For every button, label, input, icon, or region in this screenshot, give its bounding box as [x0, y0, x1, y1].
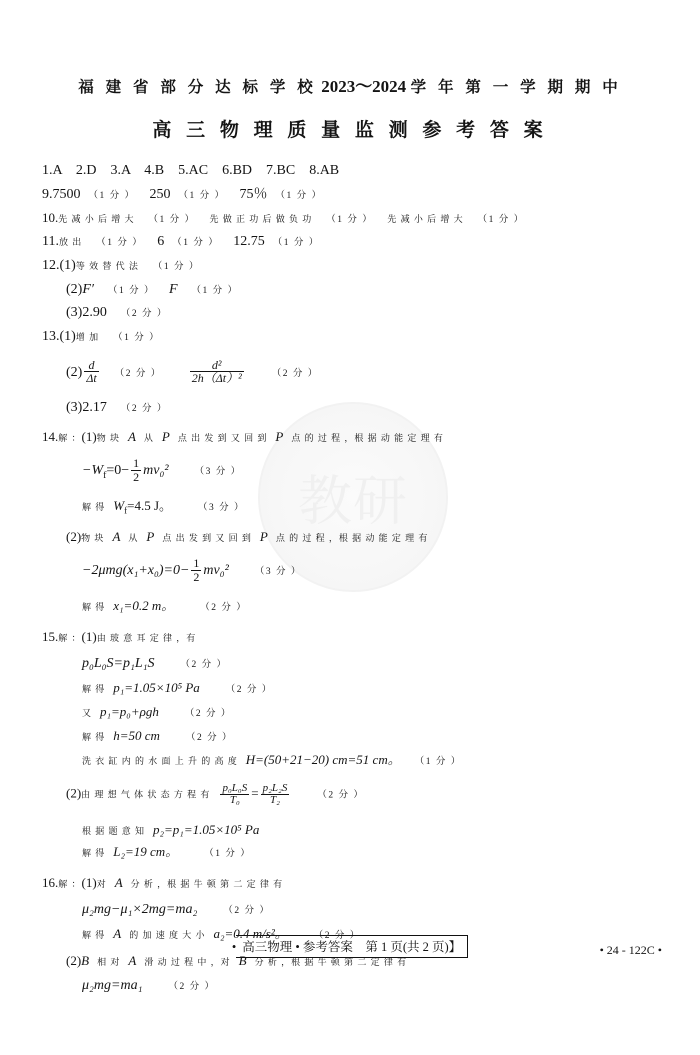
q11-value-3: 12.75	[233, 234, 265, 250]
q15-eq3: p₁=p₀+ρgh	[100, 703, 159, 719]
q15-fraction-2	[261, 783, 290, 807]
q10-number: 10.	[42, 210, 59, 226]
q14-eq2-rhs: mv₀²	[203, 563, 229, 579]
q11-value-2: 6	[157, 234, 165, 250]
answer-item-9	[42, 188, 660, 203]
q14-text-7: 点 出 发 到 又 回 到	[162, 532, 252, 543]
answer-item-13	[42, 330, 660, 345]
q11-points-2: （1 分 ）	[172, 238, 220, 249]
q14-result-val-1: =4.5 J。	[127, 498, 173, 514]
q14-eq1-frac-top: 1	[133, 456, 140, 471]
q13-points-2: （2 分 ）	[114, 368, 162, 379]
q13-sub-3: (3)	[66, 399, 83, 415]
q16-text-2: 分 析 ，根 据 牛 顿 第 二 定 律 有	[130, 879, 284, 890]
q14-body-A2: A	[112, 528, 121, 544]
q14-result-val-2: x₁=0.2 m。	[113, 598, 175, 614]
q16-eq1: μ₂mg−μ₁×2mg=ma₂	[82, 901, 198, 917]
q11-points-1: （1 分 ）	[96, 238, 144, 249]
q13-sub-2: (2)	[66, 364, 83, 380]
q16-text-3: 的 加 速 度 大 小	[129, 929, 206, 940]
q15-jiede-1: 解 得	[82, 683, 106, 694]
q16-body-B2: B	[238, 952, 247, 968]
q14-eq1-fraction	[131, 457, 141, 483]
q14-text-3: 点 出 发 到 又 回 到	[177, 432, 268, 443]
q14-eq1-lhs: −W	[82, 463, 104, 479]
page-content	[0, 72, 700, 994]
q16-text-5: 滑 动 过 程 中 ，对	[144, 956, 231, 967]
q10-points-1: （1 分 ）	[148, 215, 196, 226]
q16-points-1: （2 分 ）	[223, 905, 271, 916]
q14-text-6: 从	[128, 532, 139, 543]
q15-number: 15.	[42, 629, 59, 645]
q15-f2-bot: T₂	[269, 794, 280, 807]
q15-eq7: L₂=19 cm。	[113, 844, 179, 860]
q12-points-4: （2 分 ）	[120, 309, 168, 320]
q15-f2-top: p₂L₂S	[262, 781, 288, 794]
q14-body-P2: P	[275, 428, 284, 444]
page-title-line1	[0, 72, 700, 97]
answer-item-12-3	[66, 306, 660, 321]
q15-text-1: 由 玻 意 耳 定 律 ，有	[96, 633, 197, 644]
q15-points-1: （2 分 ）	[180, 660, 228, 671]
page-footer	[0, 935, 700, 958]
q14-points-3: （3 分 ）	[254, 567, 302, 578]
answers-body	[42, 164, 660, 994]
q16-eq3: μ₂mg=ma₁	[82, 978, 143, 994]
footer-dot-left: •	[231, 939, 237, 954]
q15-points-4: （2 分 ）	[185, 732, 233, 743]
q12-sub-1: (1)	[59, 258, 76, 274]
objective-answers: 1.A 2.D 3.A 4.B 5.AC 6.BD 7.BC 8.AB	[42, 163, 340, 178]
q13-fraction-2	[190, 359, 244, 385]
page-title-line2: 高 三 物 理 质 量 监 测 参 考 答 案	[152, 120, 548, 141]
q15-equation-3	[82, 705, 660, 720]
q15-sub-1: (1)	[81, 629, 97, 645]
q11-points-3: （1 分 ）	[272, 238, 320, 249]
q10-points-2: （1 分 ）	[326, 215, 374, 226]
q12-formula-2: F	[168, 281, 178, 297]
q15-condition	[82, 823, 660, 837]
q12-text-1: 等 效 替 代 法	[75, 261, 139, 272]
q14-body-P3: P	[146, 528, 155, 544]
title-suffix: 学 年 第 一 学 期 期 中	[410, 79, 622, 96]
q13-sub-1: (1)	[59, 329, 76, 345]
answer-item-14-2	[66, 530, 660, 544]
q16-body-A1: A	[114, 875, 123, 891]
q15-eq5: H=(50+21−20) cm=51 cm。	[245, 751, 401, 767]
q12-points-1: （1 分 ）	[152, 262, 200, 273]
q16-equation-3	[82, 979, 660, 994]
q13-frac2-bot: 2h（Δt）²	[191, 371, 242, 386]
q14-text-1: 物 块	[96, 432, 120, 443]
q15-text-3: 由 理 想 气 体 状 态 方 程 有	[81, 789, 211, 800]
q14-result-sub-1: f	[124, 506, 128, 517]
footer-right-code: • 24 - 122C •	[599, 942, 662, 957]
q10-text-1: 先 减 小 后 增 大	[58, 214, 135, 225]
q15-result-2	[82, 729, 660, 744]
q16-body-B1: B	[81, 952, 90, 968]
q14-points-4: （2 分 ）	[200, 603, 248, 614]
answer-sheet-page	[0, 72, 700, 1055]
q9-number: 9.	[42, 186, 53, 202]
q9-value-2: 250	[149, 186, 171, 202]
footer-center-text: 高三物理 • 参考答案 第 1 页(共 2 页)】	[236, 935, 468, 958]
q14-body-P4: P	[259, 528, 268, 544]
q9-points-2: （1 分 ）	[178, 190, 226, 201]
q15-points-3: （2 分 ）	[184, 708, 232, 719]
q16-text-1: 对	[96, 879, 107, 890]
q14-jiede-1: 解 得	[82, 502, 106, 513]
answer-item-15-2	[66, 783, 660, 807]
q14-jiede-2: 解 得	[82, 602, 106, 613]
answer-item-12-2	[66, 283, 660, 298]
q16-equation-1	[82, 903, 660, 918]
q14-eq1-mid: =0−	[106, 463, 130, 479]
q15-eq2: p₁=1.05×10⁵ Pa	[113, 679, 200, 695]
q14-eq2-fraction	[191, 557, 201, 583]
q14-text-8: 点 的 过 程 ，根 据 动 能 定 理 有	[275, 532, 429, 543]
q15-points-6: （2 分 ）	[317, 790, 365, 801]
q14-eq1-rhs: mv₀²	[143, 463, 169, 479]
q9-value-3: 75％	[239, 186, 268, 202]
answer-item-15	[42, 630, 660, 644]
q16-jie: 解 ：	[58, 879, 82, 890]
q13-frac1-top: d	[84, 359, 98, 373]
q15-you: 又	[82, 707, 93, 718]
q11-number: 11.	[42, 234, 59, 250]
q14-sub-1: (1)	[81, 428, 97, 444]
q12-number: 12.	[42, 258, 60, 274]
q15-f1-top: p₀L₀S	[222, 781, 248, 794]
q12-sub-2: (2)	[66, 281, 83, 297]
q14-text-4: 点 的 过 程 ，根 据 动 能 定 理 有	[291, 432, 444, 443]
q16-eq2: a₂=0.4 m/s²。	[213, 925, 288, 941]
q15-eq-mid: =	[251, 785, 259, 801]
q15-points-7: （1 分 ）	[204, 849, 252, 860]
q15-points-5: （1 分 ）	[414, 756, 462, 767]
q15-eq4: h=50 cm	[113, 727, 160, 743]
q16-number: 16.	[42, 875, 59, 891]
q14-text-5: 物 块	[81, 532, 105, 543]
q13-fraction-1	[84, 359, 98, 385]
q12-points-2: （1 分 ）	[107, 285, 155, 296]
q15-eq6: p₂=p₁=1.05×10⁵ Pa	[153, 821, 260, 837]
q14-eq1-lhs-sub: f	[103, 470, 107, 482]
q16-text-6: 分 析 ，根 据 牛 顿 第 二 定 律 有	[254, 956, 408, 967]
title-prefix: 福 建 省 部 分 达 标 学 校	[78, 79, 317, 96]
answer-item-13-2	[66, 359, 660, 385]
q16-sub-1: (1)	[81, 875, 97, 891]
answer-item-13-3	[66, 401, 660, 416]
q14-number: 14.	[42, 428, 59, 444]
q14-equation-2	[82, 557, 660, 583]
q14-points-1: （3 分 ）	[194, 467, 242, 478]
q15-equation-1	[82, 657, 660, 672]
q16-body-A2: A	[113, 925, 122, 941]
q15-result-3	[82, 845, 660, 860]
q12-points-3: （1 分 ）	[191, 285, 239, 296]
answer-item-14	[42, 430, 660, 444]
q14-body-A1: A	[127, 428, 136, 444]
q14-sub-2: (2)	[66, 528, 82, 544]
watermark-text: 教研	[298, 471, 408, 532]
q13-value-3: 2.17	[82, 399, 107, 415]
q13-frac1-bot: Δt	[86, 371, 97, 386]
q13-points-4: （2 分 ）	[120, 403, 168, 414]
q13-text-1: 增 加	[75, 332, 100, 343]
q12-value-3: 2.90	[82, 305, 107, 321]
q16-sub-2: (2)	[66, 952, 82, 968]
q10-text-2: 先 做 正 功 后 做 负 功	[209, 214, 313, 225]
q15-jiede-3: 解 得	[82, 848, 106, 859]
q16-points-2: （2 分 ）	[313, 930, 361, 941]
title-year: 2023～2024	[321, 77, 407, 96]
q15-points-2: （2 分 ）	[225, 684, 273, 695]
q14-text-2: 从	[143, 432, 154, 443]
answer-item-10	[42, 211, 660, 226]
q13-number: 13.	[42, 329, 60, 345]
q12-formula-1: F′	[82, 281, 94, 297]
q15-jiede-2: 解 得	[82, 731, 106, 742]
answer-item-11	[42, 235, 660, 250]
answer-item-12	[42, 259, 660, 274]
q15-fraction-1	[220, 783, 249, 807]
q16-body-A3: A	[128, 952, 137, 968]
q14-result-sym-1: W	[113, 498, 125, 514]
answer-item-16	[42, 876, 660, 890]
q10-text-3: 先 减 小 后 增 大	[387, 214, 464, 225]
q15-text-4: 根 据 题 意 知	[82, 825, 146, 836]
q14-body-P1: P	[161, 428, 170, 444]
q11-text-1: 放 出	[58, 237, 83, 248]
q9-points-1: （1 分 ）	[88, 190, 136, 201]
q14-jie: 解 ：	[58, 432, 82, 443]
q12-sub-3: (3)	[66, 305, 83, 321]
q15-sub-2: (2)	[66, 785, 82, 801]
q14-result-1	[82, 499, 660, 516]
q16-text-4: 相 对	[97, 956, 121, 967]
q15-note	[82, 753, 660, 768]
q15-text-2: 洗 衣 缸 内 的 水 面 上 升 的 高 度	[82, 755, 238, 766]
q13-points-1: （1 分 ）	[113, 333, 161, 344]
q14-result-2	[82, 599, 660, 614]
q14-eq2-frac-bot: 2	[193, 569, 200, 584]
q15-f1-bot: T₀	[229, 794, 240, 807]
q16-jiede-1: 解 得	[82, 929, 106, 940]
q15-jie: 解 ：	[58, 633, 82, 644]
q14-equation-1	[82, 457, 660, 483]
q9-value-1: 7500	[52, 186, 81, 202]
q15-result-1	[82, 681, 660, 696]
q14-eq2-frac-top: 1	[193, 556, 200, 571]
q9-points-3: （1 分 ）	[275, 190, 323, 201]
q10-points-3: （1 分 ）	[477, 215, 525, 226]
q14-points-2: （3 分 ）	[198, 503, 246, 514]
q14-eq1-frac-bot: 2	[133, 469, 140, 484]
q13-frac2-top: d²	[190, 359, 244, 373]
q15-eq1: p₀L₀S=p₁L₁S	[82, 656, 155, 672]
q16-points-3: （2 分 ）	[168, 982, 216, 993]
q13-points-3: （2 分 ）	[271, 368, 319, 379]
q14-eq2-lhs: −2μmg(x₁+x₀)=0−	[82, 563, 190, 579]
